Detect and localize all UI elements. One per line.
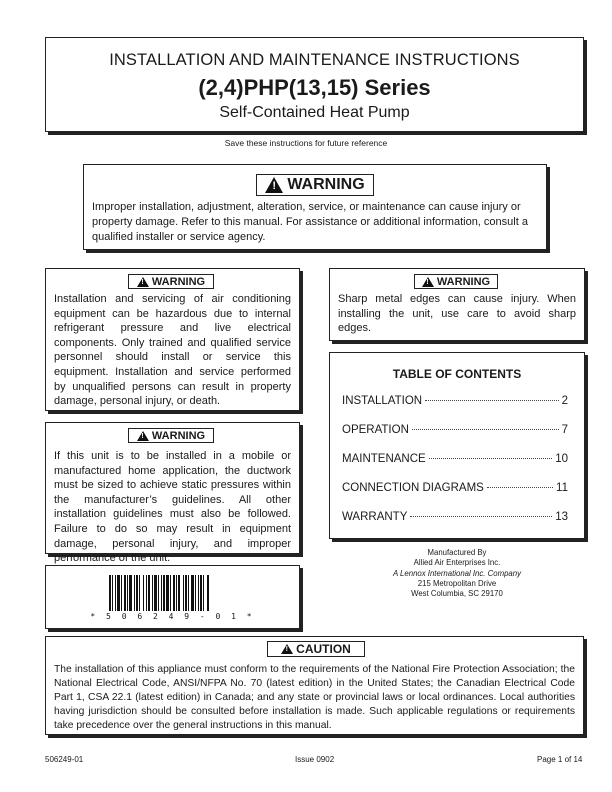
warning-text: Sharp metal edges can cause injury. When installing the unit, use care to avoid sharp edges.: [338, 293, 576, 335]
caution-box: [45, 636, 584, 735]
toc-leader-dots: [487, 487, 553, 488]
toc-item-page: 10: [555, 453, 568, 465]
toc-item-installation[interactable]: [342, 395, 568, 411]
barcode-image: [109, 575, 237, 611]
toc-item-label: WARRANTY: [342, 511, 408, 523]
warning-triangle-icon: [265, 177, 283, 193]
warning-label: WARNING: [151, 429, 206, 442]
toc-item-warranty[interactable]: [342, 511, 568, 527]
warning-label: WARNING: [436, 275, 491, 288]
toc-title: TABLE OF CONTENTS: [392, 367, 522, 381]
warning-triangle-icon: [137, 431, 149, 441]
warning-badge: [128, 274, 214, 289]
warning-label: WARNING: [151, 275, 206, 288]
caution-text: The installation of this appliance must conform to the requirements of the National Fire Protection Association; the National Electrical Code, ANSI/NFPA No. 70 (latest edition) in the United States; the Canadian Electrical Code Part 1, CSA 22.1 (latest edition) in Canada; and any state or provincial laws or local ordinances. Local authorities having jurisdiction should be consulted before installation is made. Such applicable regulations or requirements take precedence over the general instructions in this manual.: [54, 664, 575, 731]
manufacturer-line: Manufactured By: [427, 548, 487, 557]
toc-item-page: 2: [561, 395, 568, 407]
manufacturer-parent: A Lennox International Inc. Company: [392, 568, 521, 578]
header-subtitle: Self-Contained Heat Pump: [219, 104, 410, 121]
toc-item-label: OPERATION: [342, 424, 409, 436]
caution-badge: [267, 641, 365, 657]
toc-leader-dots: [425, 400, 559, 401]
toc-item-page: 11: [556, 482, 568, 494]
caution-label: CAUTION: [296, 642, 351, 656]
toc-leader-dots: [429, 458, 553, 459]
warning-badge: [128, 428, 214, 443]
toc-leader-dots: [410, 516, 552, 517]
manufacturer-info: [329, 548, 585, 599]
warning-badge: [414, 274, 498, 289]
toc-leader-dots: [412, 429, 559, 430]
barcode-box: [45, 565, 300, 629]
toc-item-page: 7: [561, 424, 568, 436]
table-of-contents: [329, 352, 585, 539]
footer-issue: Issue 0902: [295, 755, 335, 764]
caution-triangle-icon: [281, 644, 293, 654]
manufacturer-name: Allied Air Enterprises Inc.: [413, 558, 501, 568]
warning-triangle-icon: [422, 277, 434, 287]
barcode-number: * 5 0 6 2 4 9 - 0 1 *: [90, 612, 255, 621]
warning-box-sharp-edges: [329, 268, 585, 341]
main-warning-box: [83, 164, 547, 250]
footer-doc-number: 506249-01: [45, 755, 84, 764]
warning-text: Installation and servicing of air conditioning equipment can be hazardous due to internal refrigerant pressure and live electrical components. Only trained and qualified service personnel should install or service this equipment. Installation and service performed by unqualified persons can result in property damage, personal injury, or death.: [54, 293, 291, 408]
toc-item-operation[interactable]: [342, 424, 568, 440]
toc-item-maintenance[interactable]: [342, 453, 568, 469]
warning-triangle-icon: [137, 277, 149, 287]
warning-box-hazard: [45, 268, 300, 411]
manufacturer-city: West Columbia, SC 29170: [411, 589, 503, 599]
header-title: INSTALLATION AND MAINTENANCE INSTRUCTIONS: [109, 51, 520, 69]
main-warning-badge: [256, 174, 374, 196]
toc-item-label: CONNECTION DIAGRAMS: [342, 482, 484, 494]
header-model-series: (2,4)PHP(13,15) Series: [198, 75, 431, 100]
toc-item-label: MAINTENANCE: [342, 453, 426, 465]
barcode-bar: [209, 575, 210, 611]
save-note: Save these instructions for future reference: [224, 138, 388, 148]
warning-box-mobile-home: [45, 422, 300, 565]
toc-item-label: INSTALLATION: [342, 395, 423, 407]
warning-text: If this unit is to be installed in a mobile or manufactured home application, the ductwork must be sized to achieve static pressures within the manufacturer’s guidelines. All other installation guidelines must also be followed. Failure to do so may result in equipment damage, personal injury, and improper performance of the unit.: [54, 450, 291, 565]
document-header: [45, 37, 584, 132]
footer-page: Page 1 of 14: [537, 755, 583, 764]
toc-item-connection-diagrams[interactable]: [342, 482, 568, 498]
toc-item-page: 13: [555, 511, 568, 523]
main-warning-label: WARNING: [287, 176, 365, 193]
manufacturer-street: 215 Metropolitan Drive: [417, 578, 497, 588]
main-warning-text: Improper installation, adjustment, alteration, service, or maintenance can cause injury or property damage. Refer to this manual. For assistance or additional information, consult a qualified installer or service agency.: [92, 201, 528, 243]
